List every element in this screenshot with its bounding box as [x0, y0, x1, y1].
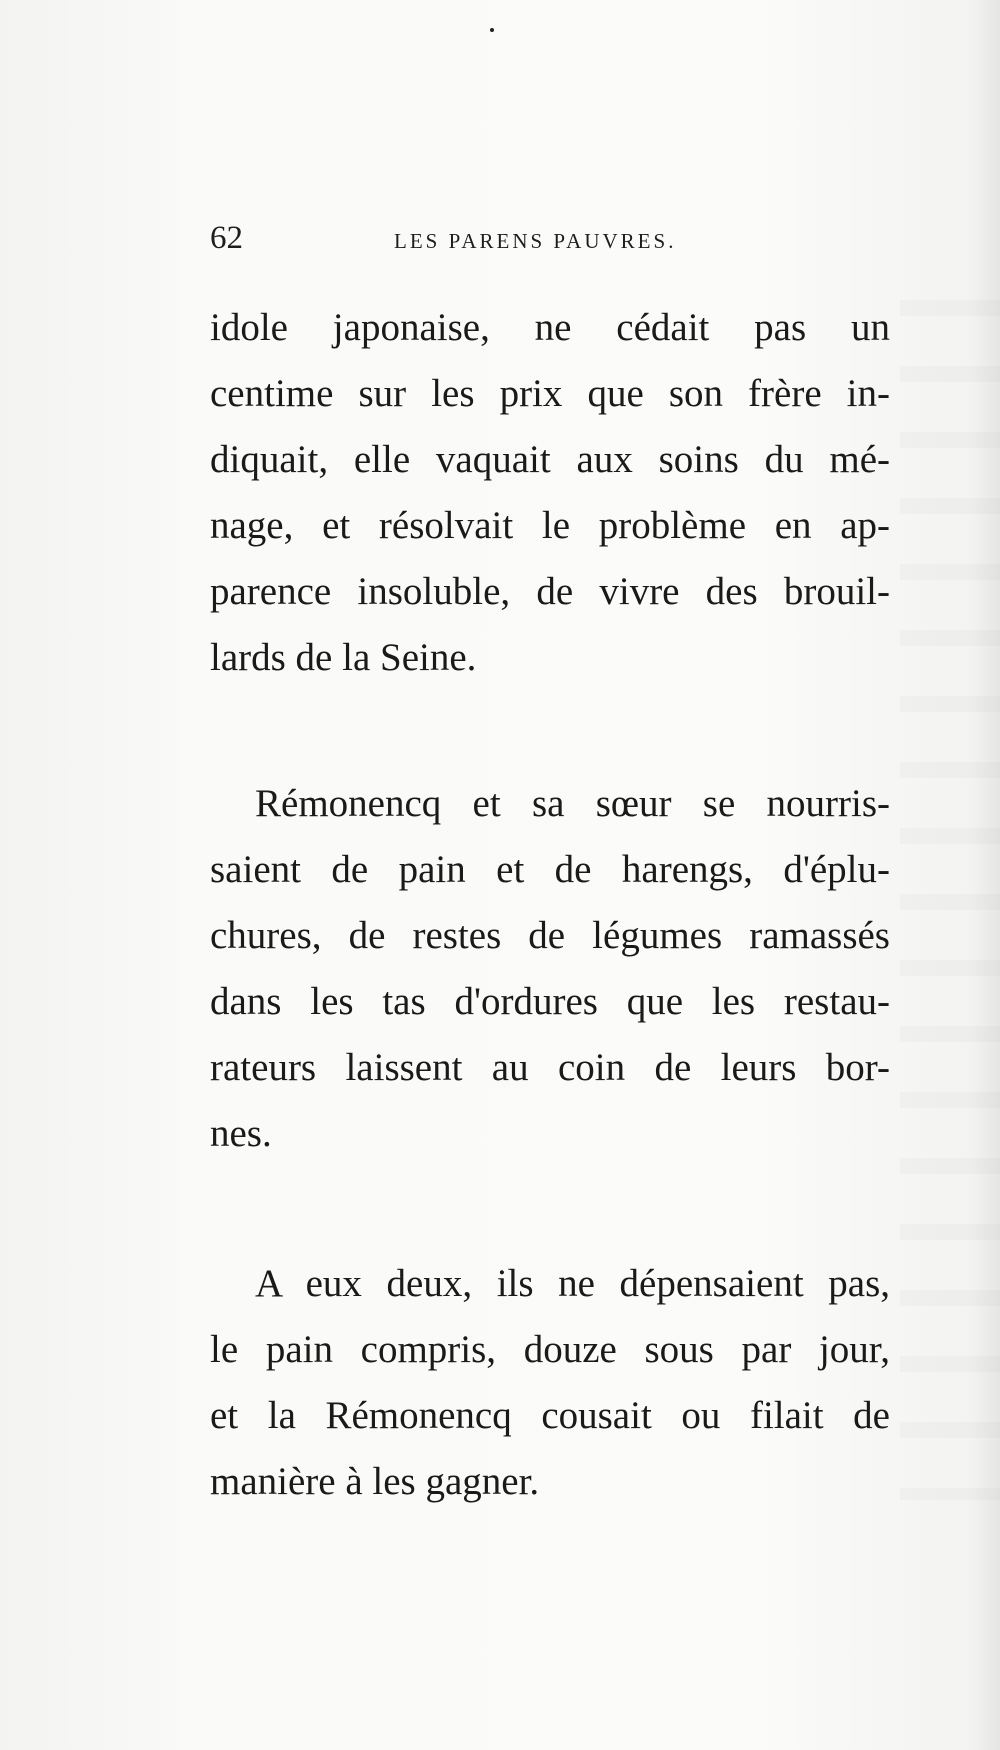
page-number: 62: [210, 220, 243, 256]
body-text: [210, 295, 890, 1515]
text-line: nage, et résolvait le problème en ap-: [210, 504, 890, 547]
text-line: chures, de restes de légumes ramassés: [210, 914, 890, 957]
text-line: rateurs laissent au coin de leurs bor-: [210, 1046, 890, 1089]
running-head: LES PARENS PAUVRES.: [394, 229, 677, 253]
paragraph-gap: [210, 1167, 890, 1251]
text-line: Rémonencq et sa sœur se nourris-: [255, 782, 890, 825]
text-line: lards de la Seine.: [210, 636, 477, 679]
paragraph-2: [210, 771, 890, 1167]
text-line: manière à les gagner.: [210, 1460, 540, 1503]
paragraph-3: [210, 1251, 890, 1515]
page-header: [210, 218, 725, 258]
text-line: A eux deux, ils ne dépensaient pas,: [255, 1262, 890, 1305]
bleed-through-text: [900, 300, 1000, 1500]
text-line: parence insoluble, de vivre des brouil-: [210, 570, 890, 613]
text-line: nes.: [210, 1112, 272, 1155]
text-line: diquait, elle vaquait aux soins du mé-: [210, 438, 890, 481]
text-line: centime sur les prix que son frère in-: [210, 372, 890, 415]
paragraph-gap: [210, 691, 890, 771]
text-line: et la Rémonencq cousait ou filait de: [210, 1394, 890, 1437]
ink-speck: [490, 28, 494, 32]
text-line: dans les tas d'ordures que les restau-: [210, 980, 890, 1023]
text-line: le pain compris, douze sous par jour,: [210, 1328, 890, 1371]
paragraph-1: [210, 295, 890, 691]
text-line: idole japonaise, ne cédait pas un: [210, 306, 890, 349]
text-line: saient de pain et de harengs, d'éplu-: [210, 848, 890, 891]
